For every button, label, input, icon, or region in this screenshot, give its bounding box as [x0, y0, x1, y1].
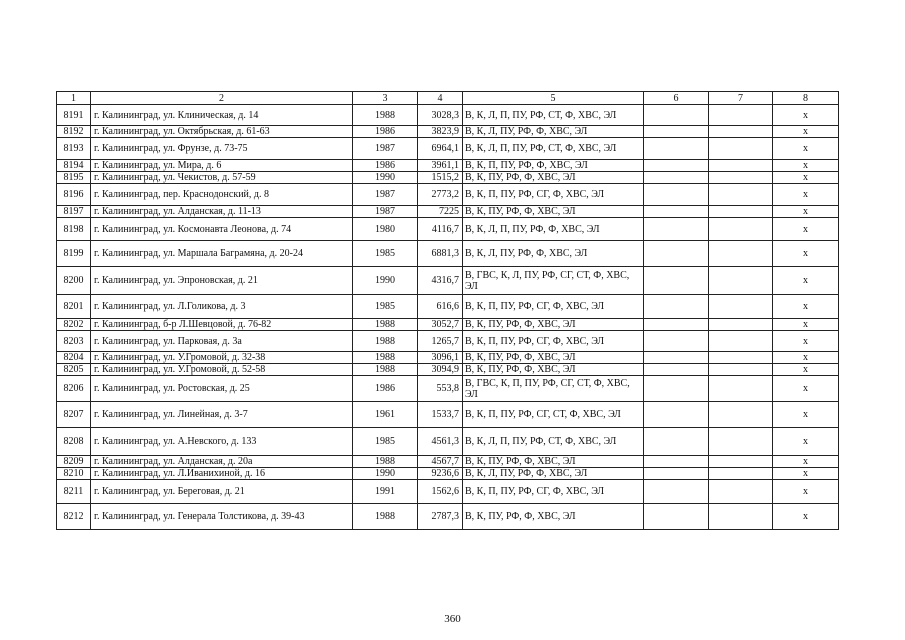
works-list-cell: В, К, П, ПУ, РФ, СГ, СТ, Ф, ХВС, ЭЛ [463, 402, 644, 428]
build-year-cell: 1988 [353, 319, 418, 331]
col7-cell [709, 480, 773, 504]
col7-cell [709, 241, 773, 267]
col7-cell [709, 267, 773, 295]
address-cell: г. Калининград, ул. У.Громовой, д. 52-58 [91, 364, 353, 376]
build-year-cell: 1986 [353, 126, 418, 138]
table-row [57, 105, 839, 126]
build-year-cell: 1986 [353, 376, 418, 402]
col8-mark-cell: х [773, 105, 839, 126]
col8-mark-cell: х [773, 480, 839, 504]
build-year-cell: 1985 [353, 295, 418, 319]
address-cell: г. Калининград, ул. Эпроновская, д. 21 [91, 267, 353, 295]
col6-cell [644, 428, 709, 456]
address-cell: г. Калининград, ул. А.Невского, д. 133 [91, 428, 353, 456]
col7-cell [709, 331, 773, 352]
works-list-cell: В, К, ПУ, РФ, Ф, ХВС, ЭЛ [463, 352, 644, 364]
table-row [57, 126, 839, 138]
area-cell: 3096,1 [418, 352, 463, 364]
col7-cell [709, 468, 773, 480]
col8-mark-cell: х [773, 295, 839, 319]
row-number-cell: 8202 [57, 319, 91, 331]
address-cell: г. Калининград, ул. Фрунзе, д. 73-75 [91, 138, 353, 160]
col8-mark-cell: х [773, 206, 839, 218]
col6-cell [644, 376, 709, 402]
col8-mark-cell: х [773, 468, 839, 480]
works-list-cell: В, К, П, ПУ, РФ, СГ, Ф, ХВС, ЭЛ [463, 480, 644, 504]
header-cell: 5 [463, 92, 644, 105]
area-cell: 1533,7 [418, 402, 463, 428]
works-list-cell: В, К, Л, П, ПУ, РФ, СТ, Ф, ХВС, ЭЛ [463, 105, 644, 126]
col6-cell [644, 184, 709, 206]
header-cell: 6 [644, 92, 709, 105]
row-number-cell: 8193 [57, 138, 91, 160]
col6-cell [644, 456, 709, 468]
table-row [57, 468, 839, 480]
col7-cell [709, 206, 773, 218]
col8-mark-cell: х [773, 218, 839, 241]
row-number-cell: 8211 [57, 480, 91, 504]
area-cell: 3094,9 [418, 364, 463, 376]
area-cell: 3823,9 [418, 126, 463, 138]
works-list-cell: В, ГВС, К, Л, ПУ, РФ, СГ, СТ, Ф, ХВС, ЭЛ [463, 267, 644, 295]
row-number-cell: 8205 [57, 364, 91, 376]
address-cell: г. Калининград, ул. Алданская, д. 11-13 [91, 206, 353, 218]
build-year-cell: 1990 [353, 468, 418, 480]
row-number-cell: 8197 [57, 206, 91, 218]
row-number-cell: 8196 [57, 184, 91, 206]
col8-mark-cell: х [773, 428, 839, 456]
col6-cell [644, 160, 709, 172]
table-row [57, 319, 839, 331]
col7-cell [709, 184, 773, 206]
row-number-cell: 8195 [57, 172, 91, 184]
address-cell: г. Калининград, ул. Генерала Толстикова, д. 39-43 [91, 504, 353, 530]
col6-cell [644, 105, 709, 126]
row-number-cell: 8198 [57, 218, 91, 241]
area-cell: 6881,3 [418, 241, 463, 267]
address-cell: г. Калининград, ул. Парковая, д. 3а [91, 331, 353, 352]
works-list-cell: В, К, П, ПУ, РФ, СГ, Ф, ХВС, ЭЛ [463, 295, 644, 319]
area-cell: 1562,6 [418, 480, 463, 504]
build-year-cell: 1985 [353, 428, 418, 456]
area-cell: 4567,7 [418, 456, 463, 468]
header-cell: 8 [773, 92, 839, 105]
table-row [57, 352, 839, 364]
col7-cell [709, 504, 773, 530]
table-row [57, 267, 839, 295]
table-row [57, 218, 839, 241]
table-row [57, 138, 839, 160]
table-row [57, 402, 839, 428]
col8-mark-cell: х [773, 331, 839, 352]
build-year-cell: 1987 [353, 138, 418, 160]
header-cell: 7 [709, 92, 773, 105]
row-number-cell: 8201 [57, 295, 91, 319]
col8-mark-cell: х [773, 172, 839, 184]
works-list-cell: В, К, П, ПУ, РФ, Ф, ХВС, ЭЛ [463, 160, 644, 172]
row-number-cell: 8191 [57, 105, 91, 126]
col8-mark-cell: х [773, 160, 839, 172]
works-list-cell: В, К, ПУ, РФ, Ф, ХВС, ЭЛ [463, 504, 644, 530]
row-number-cell: 8203 [57, 331, 91, 352]
table-row [57, 206, 839, 218]
build-year-cell: 1988 [353, 331, 418, 352]
table-row [57, 295, 839, 319]
col8-mark-cell: х [773, 402, 839, 428]
col8-mark-cell: х [773, 241, 839, 267]
col7-cell [709, 376, 773, 402]
address-cell: г. Калининград, ул. Линейная, д. 3-7 [91, 402, 353, 428]
build-year-cell: 1961 [353, 402, 418, 428]
col8-mark-cell: х [773, 376, 839, 402]
header-row [57, 92, 839, 105]
table-row [57, 480, 839, 504]
header-cell: 1 [57, 92, 91, 105]
col7-cell [709, 364, 773, 376]
col6-cell [644, 468, 709, 480]
build-year-cell: 1987 [353, 184, 418, 206]
works-list-cell: В, К, П, ПУ, РФ, СГ, Ф, ХВС, ЭЛ [463, 184, 644, 206]
build-year-cell: 1990 [353, 172, 418, 184]
works-list-cell: В, К, ПУ, РФ, Ф, ХВС, ЭЛ [463, 206, 644, 218]
area-cell: 4561,3 [418, 428, 463, 456]
col8-mark-cell: х [773, 319, 839, 331]
row-number-cell: 8210 [57, 468, 91, 480]
address-cell: г. Калининград, ул. Алданская, д. 20а [91, 456, 353, 468]
area-cell: 553,8 [418, 376, 463, 402]
table-row [57, 331, 839, 352]
col6-cell [644, 218, 709, 241]
address-cell: г. Калининград, ул. У.Громовой, д. 32-38 [91, 352, 353, 364]
row-number-cell: 8200 [57, 267, 91, 295]
area-cell: 4116,7 [418, 218, 463, 241]
row-number-cell: 8206 [57, 376, 91, 402]
row-number-cell: 8207 [57, 402, 91, 428]
works-list-cell: В, К, Л, ПУ, РФ, Ф, ХВС, ЭЛ [463, 241, 644, 267]
area-cell: 2773,2 [418, 184, 463, 206]
build-year-cell: 1988 [353, 504, 418, 530]
works-list-cell: В, К, Л, П, ПУ, РФ, СТ, Ф, ХВС, ЭЛ [463, 428, 644, 456]
col6-cell [644, 352, 709, 364]
col8-mark-cell: х [773, 184, 839, 206]
table-row [57, 172, 839, 184]
header-cell: 2 [91, 92, 353, 105]
table-row [57, 364, 839, 376]
row-number-cell: 8204 [57, 352, 91, 364]
header-cell: 3 [353, 92, 418, 105]
works-list-cell: В, К, Л, П, ПУ, РФ, Ф, ХВС, ЭЛ [463, 218, 644, 241]
col8-mark-cell: х [773, 126, 839, 138]
area-cell: 2787,3 [418, 504, 463, 530]
col8-mark-cell: х [773, 352, 839, 364]
row-number-cell: 8199 [57, 241, 91, 267]
build-year-cell: 1988 [353, 364, 418, 376]
address-cell: г. Калининград, ул. Клиническая, д. 14 [91, 105, 353, 126]
build-year-cell: 1988 [353, 352, 418, 364]
housing-table [56, 91, 839, 530]
col7-cell [709, 295, 773, 319]
works-list-cell: В, К, Л, ПУ, РФ, Ф, ХВС, ЭЛ [463, 468, 644, 480]
col8-mark-cell: х [773, 138, 839, 160]
table-row [57, 504, 839, 530]
address-cell: г. Калининград, ул. Октябрьская, д. 61-63 [91, 126, 353, 138]
col8-mark-cell: х [773, 267, 839, 295]
page-number: 360 [444, 613, 461, 625]
col6-cell [644, 126, 709, 138]
header-cell: 4 [418, 92, 463, 105]
build-year-cell: 1987 [353, 206, 418, 218]
col6-cell [644, 319, 709, 331]
row-number-cell: 8194 [57, 160, 91, 172]
build-year-cell: 1986 [353, 160, 418, 172]
row-number-cell: 8209 [57, 456, 91, 468]
area-cell: 3961,1 [418, 160, 463, 172]
works-list-cell: В, К, П, ПУ, РФ, СГ, Ф, ХВС, ЭЛ [463, 331, 644, 352]
col7-cell [709, 402, 773, 428]
address-cell: г. Калининград, ул. Л.Голикова, д. 3 [91, 295, 353, 319]
area-cell: 3052,7 [418, 319, 463, 331]
col7-cell [709, 319, 773, 331]
build-year-cell: 1988 [353, 456, 418, 468]
col7-cell [709, 352, 773, 364]
table-row [57, 241, 839, 267]
build-year-cell: 1990 [353, 267, 418, 295]
col6-cell [644, 364, 709, 376]
col6-cell [644, 331, 709, 352]
build-year-cell: 1988 [353, 105, 418, 126]
build-year-cell: 1991 [353, 480, 418, 504]
table-row [57, 428, 839, 456]
build-year-cell: 1985 [353, 241, 418, 267]
address-cell: г. Калининград, ул. Маршала Баграмяна, д. 20-24 [91, 241, 353, 267]
address-cell: г. Калининград, пер. Краснодонский, д. 8 [91, 184, 353, 206]
col7-cell [709, 172, 773, 184]
table-row [57, 376, 839, 402]
row-number-cell: 8212 [57, 504, 91, 530]
works-list-cell: В, К, ПУ, РФ, Ф, ХВС, ЭЛ [463, 319, 644, 331]
col7-cell [709, 160, 773, 172]
works-list-cell: В, К, Л, П, ПУ, РФ, СТ, Ф, ХВС, ЭЛ [463, 138, 644, 160]
table-row [57, 160, 839, 172]
col6-cell [644, 138, 709, 160]
works-list-cell: В, К, ПУ, РФ, Ф, ХВС, ЭЛ [463, 172, 644, 184]
works-list-cell: В, К, ПУ, РФ, Ф, ХВС, ЭЛ [463, 456, 644, 468]
works-list-cell: В, К, ПУ, РФ, Ф, ХВС, ЭЛ [463, 364, 644, 376]
col6-cell [644, 172, 709, 184]
col6-cell [644, 241, 709, 267]
col6-cell [644, 206, 709, 218]
works-list-cell: В, К, Л, ПУ, РФ, Ф, ХВС, ЭЛ [463, 126, 644, 138]
table-row [57, 184, 839, 206]
address-cell: г. Калининград, ул. Чекистов, д. 57-59 [91, 172, 353, 184]
col8-mark-cell: х [773, 364, 839, 376]
area-cell: 1265,7 [418, 331, 463, 352]
col6-cell [644, 267, 709, 295]
build-year-cell: 1980 [353, 218, 418, 241]
col6-cell [644, 504, 709, 530]
address-cell: г. Калининград, ул. Береговая, д. 21 [91, 480, 353, 504]
area-cell: 1515,2 [418, 172, 463, 184]
address-cell: г. Калининград, ул. Космонавта Леонова, д. 74 [91, 218, 353, 241]
works-list-cell: В, ГВС, К, П, ПУ, РФ, СГ, СТ, Ф, ХВС, ЭЛ [463, 376, 644, 402]
col7-cell [709, 218, 773, 241]
address-cell: г. Калининград, ул. Мира, д. 6 [91, 160, 353, 172]
col7-cell [709, 138, 773, 160]
address-cell: г. Калининград, ул. Ростовская, д. 25 [91, 376, 353, 402]
area-cell: 6964,1 [418, 138, 463, 160]
col7-cell [709, 105, 773, 126]
area-cell: 7225 [418, 206, 463, 218]
table-row [57, 456, 839, 468]
col8-mark-cell: х [773, 456, 839, 468]
area-cell: 616,6 [418, 295, 463, 319]
col7-cell [709, 428, 773, 456]
col6-cell [644, 480, 709, 504]
col6-cell [644, 402, 709, 428]
area-cell: 4316,7 [418, 267, 463, 295]
area-cell: 3028,3 [418, 105, 463, 126]
col7-cell [709, 126, 773, 138]
row-number-cell: 8208 [57, 428, 91, 456]
area-cell: 9236,6 [418, 468, 463, 480]
col7-cell [709, 456, 773, 468]
row-number-cell: 8192 [57, 126, 91, 138]
address-cell: г. Калининград, ул. Л.Иванихиной, д. 16 [91, 468, 353, 480]
address-cell: г. Калининград, б-р Л.Шевцовой, д. 76-82 [91, 319, 353, 331]
col8-mark-cell: х [773, 504, 839, 530]
col6-cell [644, 295, 709, 319]
